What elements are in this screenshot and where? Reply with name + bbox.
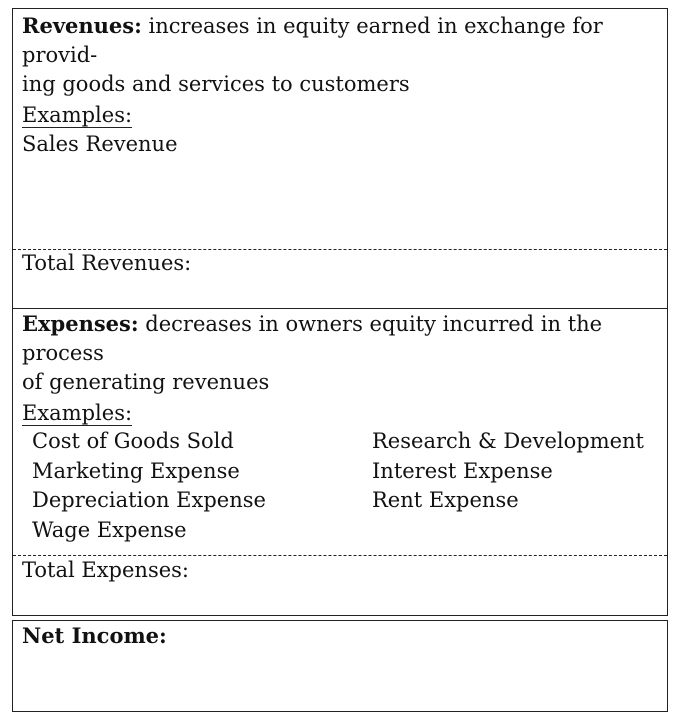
- expenses-heading: Expenses:: [22, 311, 139, 336]
- revenues-description-line2: ing goods and services to customers: [22, 72, 410, 96]
- expenses-description-line2: of generating revenues: [22, 370, 270, 394]
- revenues-description-line1: increases in equity earned in exchange for provid-: [22, 14, 603, 67]
- expenses-examples-label-wrap: [22, 399, 132, 428]
- net-income-box: [12, 620, 668, 712]
- expense-example-item: Interest Expense: [372, 458, 553, 483]
- expenses-examples-left: [32, 427, 266, 545]
- net-income-heading: [22, 621, 167, 651]
- revenues-examples-list: [22, 130, 178, 160]
- revenues-description: [22, 11, 652, 99]
- expense-example-item: Rent Expense: [372, 488, 519, 512]
- expense-example-item: Wage Expense: [32, 517, 187, 542]
- expense-example-item: Cost of Goods Sold: [32, 429, 234, 453]
- expenses-examples-right: [372, 427, 644, 516]
- revenues-heading: Revenues:: [22, 13, 142, 38]
- expense-example-item: Research & Development: [372, 429, 644, 453]
- expenses-description-line1: decreases in owners equity incurred in the process: [22, 312, 603, 365]
- expense-example-item: Marketing Expense: [32, 458, 240, 483]
- total-expenses-label: Total Expenses:: [22, 558, 189, 582]
- revenue-example-item: Sales Revenue: [22, 132, 178, 156]
- revenues-examples-label-wrap: [22, 101, 132, 130]
- revenues-expenses-worksheet: [12, 8, 668, 616]
- net-income-label: Net Income:: [22, 623, 167, 648]
- expenses-description: [22, 309, 652, 397]
- total-revenues-label: Total Revenues:: [22, 251, 192, 275]
- expenses-examples-label: Examples:: [22, 401, 133, 425]
- expense-example-item: Depreciation Expense: [32, 488, 266, 512]
- revenues-examples-label: Examples:: [22, 103, 133, 127]
